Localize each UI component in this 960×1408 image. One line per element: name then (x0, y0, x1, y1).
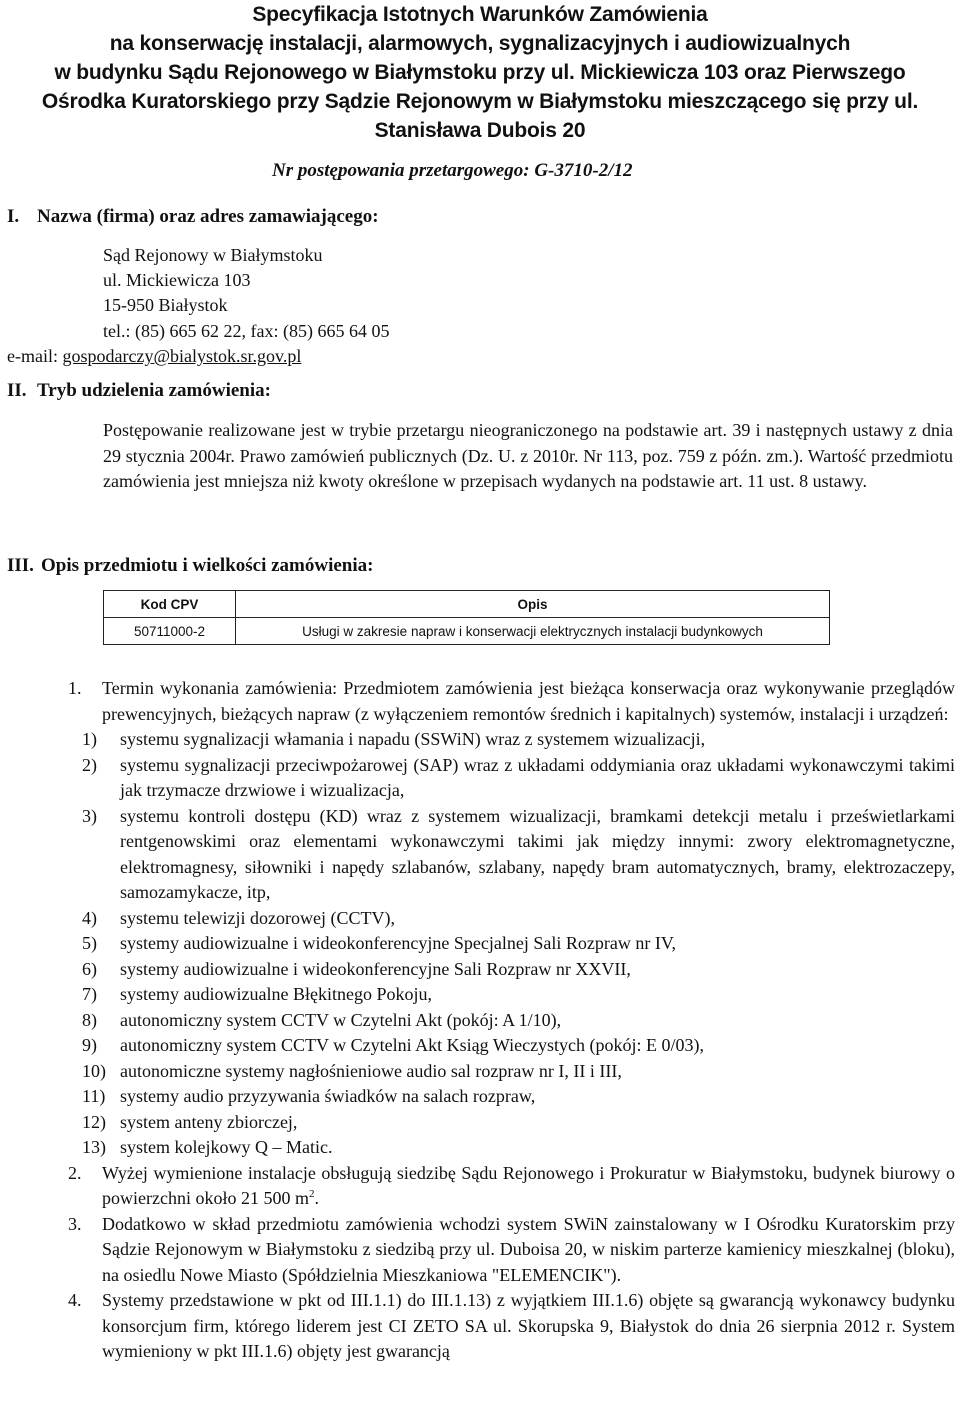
sub-item (60, 804, 955, 906)
procedure-mode-paragraph: Postępowanie realizowane jest w trybie przetargu nieograniczonego na podstawie art. 39 i następnych ustawy z dnia 29 stycznia 2004r. Prawo zamówień publicznych (Dz. U. z 2010r. Nr 113, poz. 759 z późn. zm.). Wartość przedmiotu zamówienia jest mniejsza niż kwoty określone w przepisach wydanych na podstawie art. 11 ust. 8 ustawy. (103, 420, 953, 491)
cpv-table (103, 590, 830, 645)
sub-item (60, 931, 955, 957)
superscript: 2 (308, 1188, 315, 1200)
email-label: e-mail: (7, 346, 63, 366)
cpv-code-cell: 50711000-2 (104, 618, 236, 645)
address-line: Sąd Rejonowy w Białymstoku (103, 245, 323, 265)
address-line: 15-950 Białystok (103, 295, 228, 316)
section-number: III. (7, 555, 34, 576)
sub-item-text: systemu sygnalizacji włamania i napadu (SSWiN) wraz z systemem wizualizacji, (120, 729, 706, 749)
section-title: Tryb udzielenia zamówienia: (37, 380, 271, 401)
sub-item-number: 2) (82, 754, 97, 775)
list-item (60, 1212, 955, 1289)
section-number: II. (7, 380, 27, 401)
sub-item-number: 6) (82, 958, 97, 979)
table-header-row (104, 591, 830, 618)
sub-item (60, 1033, 955, 1059)
sub-item-text: autonomiczny system CCTV w Czytelni Akt (pokój: A 1/10), (120, 1009, 562, 1030)
sub-item-number: 9) (82, 1035, 97, 1055)
sub-item (60, 753, 955, 804)
contracting-authority-address (103, 243, 389, 344)
column-header: Kod CPV (104, 591, 236, 618)
document-title (0, 0, 960, 145)
sub-item-text: autonomiczny system CCTV w Czytelni Akt Ksiąg Wieczystych (pokój: E 0/03), (120, 1035, 705, 1055)
sub-item-text: autonomiczne systemy nagłośnieniowe audio sal rozpraw nr I, II i III, (120, 1060, 622, 1081)
sub-item-text: systemu kontroli dostępu (KD) wraz z systemem wizualizacji, bramkami detekcji metalu i prześwietlarkami rentgenowskimi oraz elementami wykonawczymi takimi jak między innymi: zwory elektromagnetyczne, elektromagnesy, siłowniki i napędy szlabanów, szlabany, napędy bram automatycznych, bramy, elektrozaczepy, samozamykacze, itp, (120, 805, 955, 902)
section-3-heading (7, 555, 373, 577)
item-number: 2. (68, 1162, 82, 1183)
sub-item (60, 1059, 955, 1085)
section-2-heading (7, 380, 271, 402)
item-text: Systemy przedstawione w pkt od III.1.1) do III.1.13) z wyjątkiem III.1.6) objęte są gwarancją wykonawcy budynku konsorcjum firm, którego liderem jest CI ZETO SA ul. Skorupska 9, Białystok do dnia 26 sierpnia 2012 r. System wymieniony w pkt III.1.6) objęty jest gwarancją (102, 1290, 955, 1361)
sub-item (60, 727, 955, 753)
item-text: Wyżej wymienione instalacje obsługują siedzibę Sądu Rejonowego i Prokuratur w Białymstoku, budynek biurowy o powierzchni około 21 500 m (102, 1162, 955, 1208)
sub-item-number: 5) (82, 933, 97, 953)
title-line: Specyfikacja Istotnych Warunków Zamówienia (252, 3, 708, 26)
item-text: Termin wykonania zamówienia: Przedmiotem zamówienia jest bieżąca konserwacja oraz wykonywanie przeglądów prewencyjnych, bieżących napraw (z wyłączeniem remontów średnich i kapitalnych) systemów, instalacji i urządzeń: (102, 678, 955, 724)
sub-item-text: systemy audiowizualne i wideokonferencyjne Specjalnej Sali Rozpraw nr IV, (120, 933, 677, 953)
item-text-tail: . (314, 1188, 319, 1208)
email-line (7, 346, 301, 367)
title-line: Ośrodka Kuratorskiego przy Sądzie Rejonowym w Białymstoku mieszczącego się przy ul. (41, 90, 919, 113)
sub-item-text: system anteny zbiorczej, (120, 1111, 298, 1132)
sub-item (60, 1008, 955, 1034)
sub-item-number: 4) (82, 907, 97, 928)
sub-item (60, 1135, 955, 1161)
address-line: ul. Mickiewicza 103 (103, 270, 251, 291)
sub-item-text: systemy audiowizualne i wideokonferencyjne Sali Rozpraw nr XXVII, (120, 958, 631, 979)
section-1-heading (7, 206, 379, 228)
sub-item-number: 3) (82, 805, 97, 826)
sub-item-text: system kolejkowy Q – Matic. (120, 1137, 333, 1157)
column-header: Opis (236, 591, 830, 618)
order-items-list (60, 676, 955, 1365)
item-number: 3. (68, 1213, 82, 1234)
item-text: Dodatkowo w skład przedmiotu zamówienia wchodzi system SWiN zainstalowany w I Ośrodku Kuratorskim przy Sądzie Rejonowym w Białymstoku z siedzibą przy ul. Duboisa 20, w niskim parterze kamienicy mieszkalnej (bloku), na osiedlu Nowe Miasto (Spółdzielnia Mieszkaniowa "ELEMENCIK"). (102, 1213, 955, 1285)
sub-item (60, 1084, 955, 1110)
sub-item-text: systemu telewizji dozorowej (CCTV), (120, 907, 395, 928)
list-item (60, 1161, 955, 1212)
list-item (60, 676, 955, 727)
procedure-number: Nr postępowania przetargowego: G-3710-2/12 (272, 160, 633, 181)
sub-item-number: 7) (82, 984, 97, 1004)
email-link[interactable]: gospodarczy@bialystok.sr.gov.pl (62, 346, 302, 366)
sub-item-number: 12) (82, 1111, 106, 1132)
item-number: 1. (68, 678, 82, 698)
title-line: Stanisława Dubois 20 (374, 119, 586, 142)
title-line: w budynku Sądu Rejonowego w Białymstoku przy ul. Mickiewicza 103 oraz Pierwszego (54, 61, 906, 84)
sub-item (60, 957, 955, 983)
sub-item (60, 1110, 955, 1136)
sub-item-number: 10) (82, 1060, 106, 1081)
section-number: I. (7, 206, 20, 227)
sub-item-text: systemy audio przyzywania świadków na salach rozpraw, (120, 1086, 536, 1106)
title-line: na konserwację instalacji, alarmowych, sygnalizacyjnych i audiowizualnych (109, 32, 851, 55)
list-item (60, 1288, 955, 1365)
section-title: Nazwa (firma) oraz adres zamawiającego: (37, 206, 379, 227)
sub-item (60, 906, 955, 932)
sub-item-number: 8) (82, 1009, 97, 1030)
item-number: 4. (68, 1290, 82, 1310)
section-title: Opis przedmiotu i wielkości zamówienia: (41, 555, 374, 576)
address-line: tel.: (85) 665 62 22, fax: (85) 665 64 05 (103, 320, 390, 341)
sub-item-number: 13) (82, 1137, 106, 1157)
sub-item-text: systemu sygnalizacji przeciwpożarowej (SAP) wraz z układami oddymiania oraz układami wykonawczymi takimi jak trzymacze drzwiowe i wizualizacja, (120, 754, 955, 800)
sub-item (60, 982, 955, 1008)
sub-item-text: systemy audiowizualne Błękitnego Pokoju, (120, 984, 432, 1004)
cpv-description-cell: Usługi w zakresie napraw i konserwacji elektrycznych instalacji budynkowych (236, 618, 830, 645)
sub-item-number: 11) (82, 1086, 106, 1106)
sub-item-number: 1) (82, 729, 97, 749)
table-row (104, 618, 830, 645)
